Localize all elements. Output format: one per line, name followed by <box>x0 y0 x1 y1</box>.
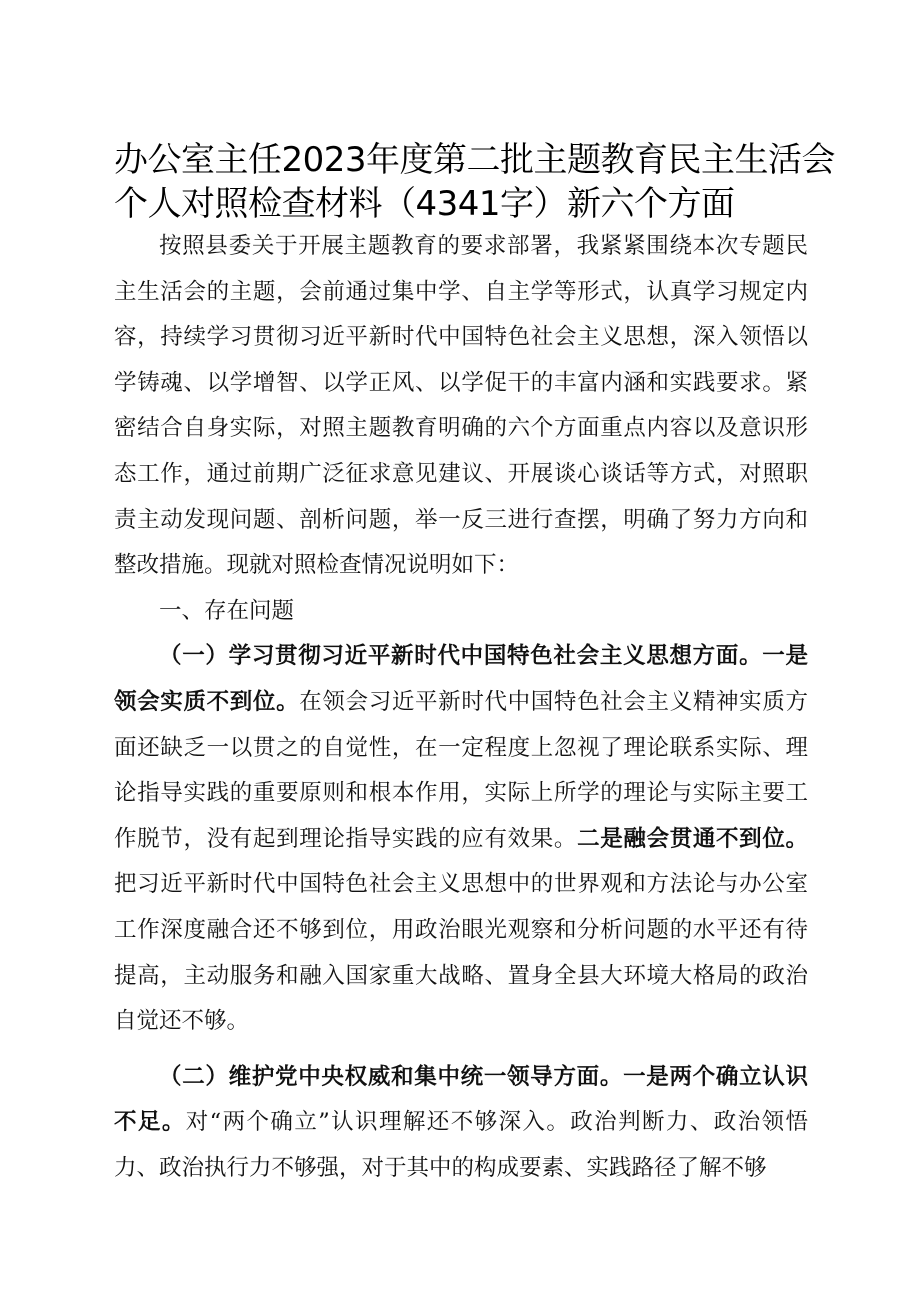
document-body <box>114 224 808 1191</box>
intro-paragraph: 按照县委关于开展主题教育的要求部署，我紧紧围绕本次专题民主生活会的主题，会前通过集中学、自主学等形式，认真学习规定内容，持续学习贯彻习近平新时代中国特色社会主义思想，深入领悟以学铸魂、以学增智、以学正风、以学促干的丰富内涵和实践要求。紧密结合自身实际，对照主题教育明确的六个方面重点内容以及意识形态工作，通过前期广泛征求意见建议、开展谈心谈话等方式，对照职责主动发现问题、剖析问题，举一反三进行查摆，明确了努力方向和整改措施。现就对照检查情况说明如下： <box>114 233 808 579</box>
paragraph-authority-text: 对“两个确立”认识理解还不够深入。政治判断力、政治领悟力、政治执行力不够强，对于其中的构成要素、实践路径了解不够 <box>114 1109 808 1181</box>
paragraph-study-point-2: 二是融会贯通不到位。 <box>577 825 808 852</box>
paragraph-study-text-1: 在领会习近平新时代中国特色社会主义精神实质方面还缺乏一以贯之的自觉性，在一定程度上忽视了理论联系实际、理论指导实践的重要原则和根本作用，实际上所学的理论与实际主要工作脱节，没有起到理论指导实践的应有效果。 <box>114 688 808 852</box>
title-line-1: 办公室主任2023年度第二批主题教育民主生活会 <box>114 140 836 180</box>
paragraph-study-text-2: 把习近平新时代中国特色社会主义思想中的世界观和方法论与办公室工作深度融合还不够到位，用政治眼光观察和分析问题的水平还有待提高，主动服务和融入国家重大战略、置身全县大环境大格局的政治自觉还不够。 <box>114 871 808 1035</box>
paragraph-study <box>114 634 808 1044</box>
paragraph-study-lead: （一）学习贯彻习近平新时代中国特色社会主义思想方面。一是领会实质不到位。 <box>114 643 808 715</box>
title-line-2: 个人对照检查材料（4341字）新六个方面 <box>114 184 735 224</box>
paragraph-authority-lead: （二）维护党中央权威和集中统一领导方面。一是两个确立认识不足。 <box>114 1063 808 1136</box>
paragraph-authority <box>114 1055 808 1192</box>
section-heading: 一、存在问题 <box>159 597 295 624</box>
document-title <box>114 138 836 226</box>
